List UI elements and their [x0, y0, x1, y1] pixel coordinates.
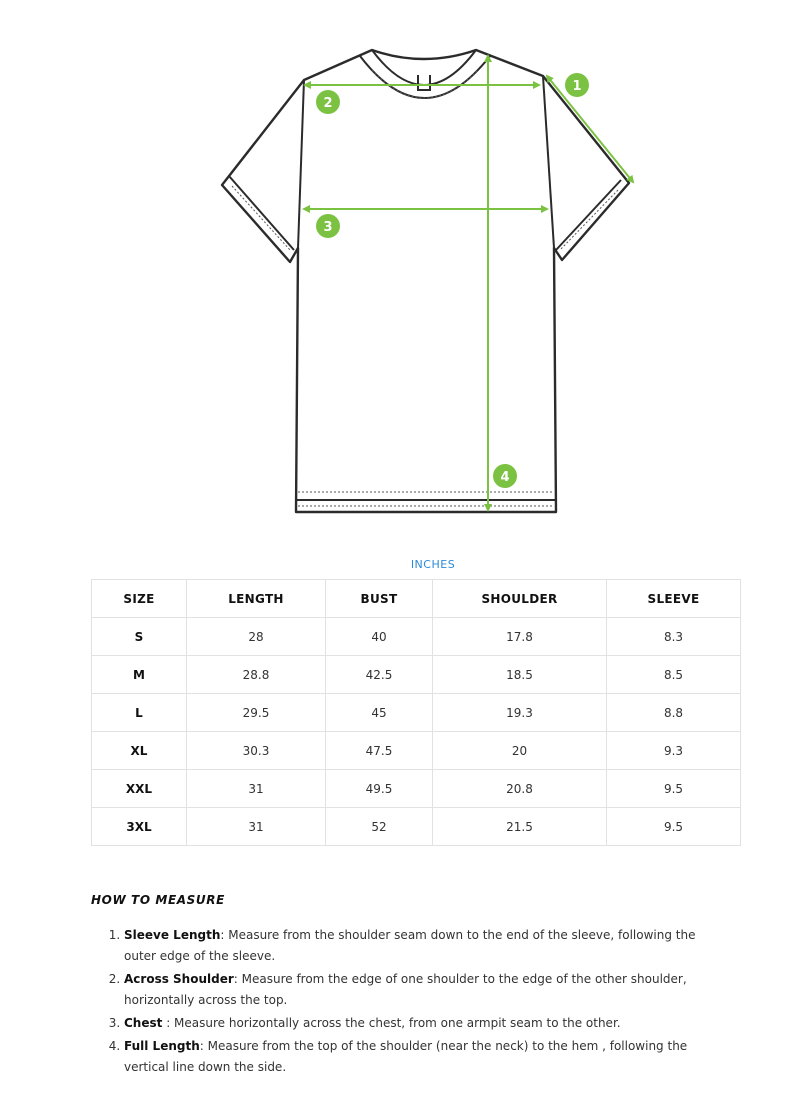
bust-cell: 47.5 — [326, 732, 433, 770]
table-row — [92, 770, 741, 808]
instruction-term: Full Length — [124, 1039, 200, 1053]
shoulder-cell: 19.3 — [433, 694, 607, 732]
bust-cell: 42.5 — [326, 656, 433, 694]
size-chart-table — [91, 579, 741, 846]
size-cell: 3XL — [92, 808, 187, 846]
list-item — [124, 969, 731, 1011]
size-cell: S — [92, 618, 187, 656]
length-cell: 28.8 — [187, 656, 326, 694]
tshirt-measure-diagram — [0, 0, 800, 530]
marker-2 — [316, 90, 340, 114]
how-to-measure-section — [91, 893, 731, 1080]
marker-1 — [565, 73, 589, 97]
sleeve-cell: 9.5 — [607, 808, 741, 846]
table-row — [92, 694, 741, 732]
shoulder-cell: 21.5 — [433, 808, 607, 846]
table-row — [92, 732, 741, 770]
size-cell: XL — [92, 732, 187, 770]
sleeve-cell: 8.3 — [607, 618, 741, 656]
sleeve-cell: 9.5 — [607, 770, 741, 808]
size-cell: M — [92, 656, 187, 694]
bust-cell: 45 — [326, 694, 433, 732]
marker-4 — [493, 464, 517, 488]
table-row — [92, 618, 741, 656]
sleeve-cell: 8.8 — [607, 694, 741, 732]
svg-text:2: 2 — [323, 96, 333, 111]
svg-text:1: 1 — [572, 79, 582, 94]
shoulder-cell: 20.8 — [433, 770, 607, 808]
instruction-term: Sleeve Length — [124, 928, 221, 942]
instruction-term: Chest — [124, 1016, 163, 1030]
list-item — [124, 925, 731, 967]
list-item — [124, 1036, 731, 1078]
instruction-text: : Measure from the edge of one shoulder to the edge of the other shoulder, horizontally across the top. — [124, 972, 687, 1007]
unit-label: INCHES — [410, 558, 456, 571]
header-shoulder: SHOULDER — [433, 580, 607, 618]
svg-text:3: 3 — [323, 220, 333, 235]
length-cell: 31 — [187, 808, 326, 846]
list-item — [124, 1013, 731, 1034]
sleeve-cell: 8.5 — [607, 656, 741, 694]
length-cell: 28 — [187, 618, 326, 656]
svg-text:4: 4 — [500, 470, 510, 485]
marker-3 — [316, 214, 340, 238]
bust-cell: 49.5 — [326, 770, 433, 808]
shoulder-cell: 18.5 — [433, 656, 607, 694]
size-cell: L — [92, 694, 187, 732]
length-cell: 30.3 — [187, 732, 326, 770]
how-to-measure-title: HOW TO MEASURE — [91, 893, 225, 907]
length-cell: 29.5 — [187, 694, 326, 732]
length-cell: 31 — [187, 770, 326, 808]
bust-cell: 40 — [326, 618, 433, 656]
header-sleeve: SLEEVE — [607, 580, 741, 618]
table-header-row — [92, 580, 741, 618]
tshirt-outline — [222, 50, 629, 512]
measure-instructions-list — [91, 925, 731, 1078]
instruction-text: : Measure horizontally across the chest, from one armpit seam to the other. — [162, 1016, 621, 1030]
table-row — [92, 808, 741, 846]
instruction-text: : Measure from the top of the shoulder (near the neck) to the hem , following the vertical line down the side. — [124, 1039, 688, 1074]
table-row — [92, 656, 741, 694]
instruction-text: : Measure from the shoulder seam down to the end of the sleeve, following the outer edge of the sleeve. — [124, 928, 696, 963]
shoulder-cell: 17.8 — [433, 618, 607, 656]
size-cell: XXL — [92, 770, 187, 808]
sleeve-cell: 9.3 — [607, 732, 741, 770]
header-length: LENGTH — [187, 580, 326, 618]
bust-cell: 52 — [326, 808, 433, 846]
header-bust: BUST — [326, 580, 433, 618]
shoulder-cell: 20 — [433, 732, 607, 770]
header-size: SIZE — [92, 580, 187, 618]
instruction-term: Across Shoulder — [124, 972, 234, 986]
